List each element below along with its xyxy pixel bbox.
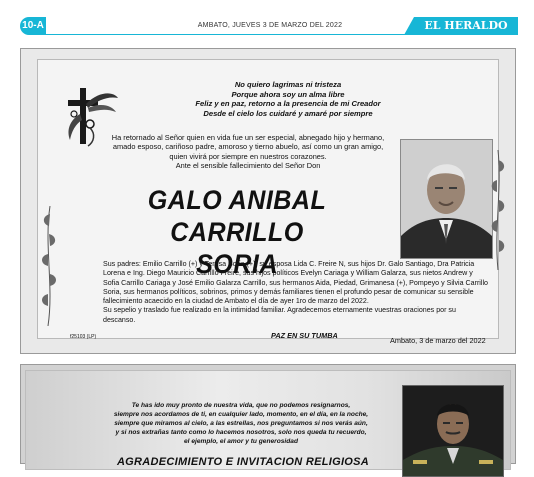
obituary-frame [37,59,499,345]
body-line: Soria, sus hermanos políticos, sobrinos, primos y demás familiares tienen el profundo pesar de comunicar su sensible [103,287,474,296]
poem-line: siempre nos acordamos de ti, en cualquier lado, momento, en el día, en la noche, [113,411,369,418]
portrait-photo-icon [403,386,503,476]
portrait-photo-icon [401,140,492,258]
poem-line: Desde el cielo los cuidaré y amaré por siempre [203,108,373,118]
deceased-name-line: CARRILLO SORIA [170,217,304,279]
poem-line: y si nos extrañas tanto como lo hacemos nosotros, solo nos queda tu recuerdo, [115,429,367,436]
body-line: Sus padres: Emilio Carrillo (+) y Teresa Soria (+), su esposa Lida C. Freire N, sus hijos Dr. Galo Santiago, Dra Patricia [103,260,475,268]
intro-line: amado esposo, cariñoso padre, amoroso y tierno abuelo, así como un gran amigo, [112,142,384,152]
obituary-poem [158,80,418,118]
newspaper-masthead: EL HERALDO [414,17,518,35]
page-number-badge: 10-A [20,17,46,35]
obituary-poem-2 [106,401,376,446]
obituary-body [103,260,519,325]
poem-line: No quiero lagrimas ni tristeza [234,80,342,89]
body-line: fallecimiento acaecido en la ciudad de Ambato el día de ayer 1ro de marzo del 2022. [103,297,369,306]
ad-code: f25103 (LP) [70,334,97,340]
intro-line: Ante el sensible fallecimiento del Señor Don [175,161,321,171]
obituary-notice [20,48,516,354]
deceased-portrait [400,139,493,259]
place-date: Ambato, 3 de marzo del 2022 [390,336,486,345]
obituary-notice-2 [20,364,516,468]
closing-phrase: PAZ EN SU TUMBA [271,331,338,340]
leaf-branch-right-icon [488,150,508,270]
page-header [0,0,534,40]
obituary-intro [98,133,398,171]
body-line: Lorena e Ing. Diego Mauricio Carrillo Freire, sus hijos políticos Evelyn Cariaga y William Galarza, sus nietos Andrew y [103,269,473,278]
poem-line: Te has ido muy pronto de nuestra vida, que no podemos resignarnos, [131,402,351,409]
poem-line: Feliz y en paz, retorno a la presencia de mi Creador [195,99,381,109]
dateline: AMBATO, JUEVES 3 DE MARZO DEL 2022 [197,22,343,29]
poem-line: el ejemplo, el amor y tu generosidad [184,438,298,445]
obituary-frame-2 [25,370,511,470]
obituary-heading-2: AGRADECIMIENTO E INVITACION RELIGIOSA [116,456,370,468]
leaf-branch-left-icon [38,206,60,326]
body-line: Su sepelio y traslado fue realizado en la intimidad familiar. Agradecemos eternamente vuestras oraciones por su [103,306,456,315]
portrait-2 [402,385,504,477]
poem-line: siempre que miramos al cielo, a las estrellas, nos preguntamos si nos verás aún, [114,420,368,427]
deceased-name-line: GALO ANIBAL [147,185,327,215]
body-line: descanso. [103,315,136,324]
intro-line: Ha retornado al Señor quien en vida fue un ser especial, abnegado hijo y hermano, [111,133,385,142]
intro-line: quien vivirá por siempre en nuestros corazones. [169,151,327,161]
poem-line: Porque ahora soy un alma libre [231,89,345,99]
body-line: Sofia Carrillo Cariaga y José Emilio Galarza Carrillo, sus hermanos Aida, Piedad, Grimanesa (+), Pompeyo y Silvia Carrillo [103,278,488,287]
